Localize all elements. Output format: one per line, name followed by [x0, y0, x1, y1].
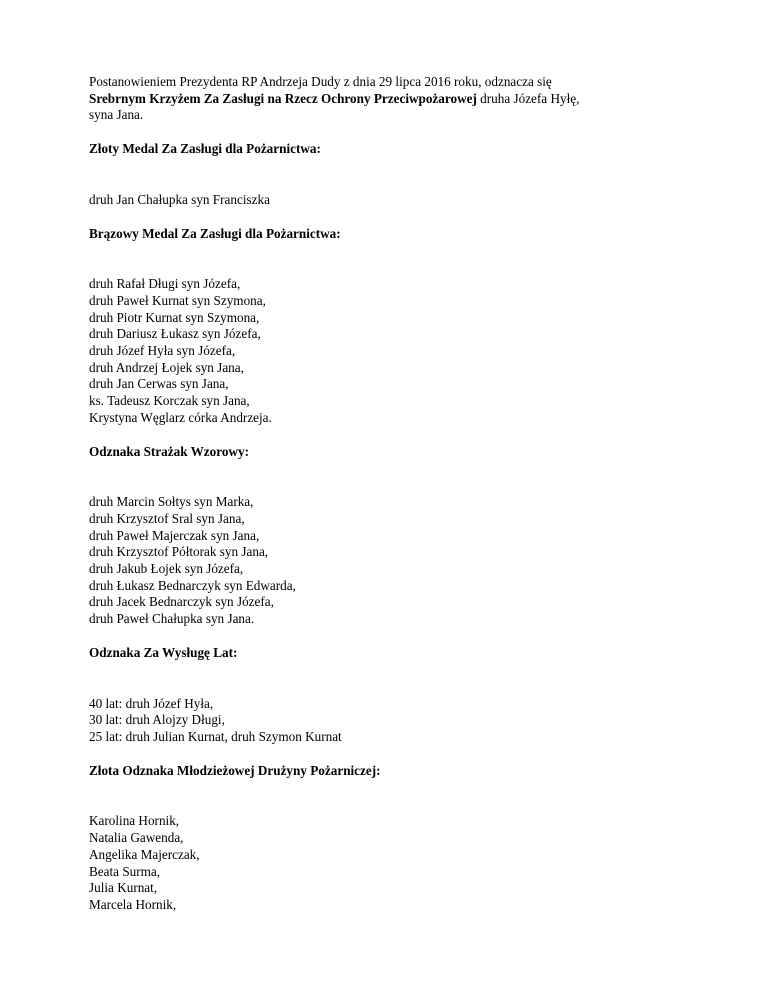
list-item: 40 lat: druh Józef Hyła,: [89, 695, 214, 711]
intro-line-1: Postanowieniem Prezydenta RP Andrzeja Dudy z dnia 29 lipca 2016 roku, odznacza się: [89, 74, 552, 89]
list-item: druh Paweł Chałupka syn Jana.: [89, 611, 255, 627]
list-item: Julia Kurnat,: [89, 880, 158, 896]
section-heading-mdp: Złota Odznaka Młodzieżowej Drużyny Pożarniczej:: [89, 762, 381, 778]
section-list-brazowy-medal: [89, 276, 709, 426]
list-item: druh Jan Chałupka syn Franciszka: [89, 191, 270, 207]
intro-award-name: Srebrnym Krzyżem Za Zasługi na Rzecz Ochrony Przeciwpożarowej: [89, 90, 477, 106]
intro-line-3: syna Jana.: [89, 107, 144, 123]
intro-recipient: druha Józefa Hyłę,: [476, 90, 580, 106]
list-item: druh Paweł Kurnat syn Szymona,: [89, 292, 266, 308]
section-heading-zloty-medal: Złoty Medal Za Zasługi dla Pożarnictwa:: [89, 141, 321, 157]
document-page: [89, 74, 709, 914]
list-item: druh Krzysztof Półtorak syn Jana,: [89, 544, 269, 560]
section-heading-brazowy-medal: Brązowy Medal Za Zasługi dla Pożarnictwa:: [89, 225, 341, 241]
list-item: druh Jan Cerwas syn Jana,: [89, 376, 229, 392]
section-list-mdp: [89, 813, 709, 913]
list-item: druh Łukasz Bednarczyk syn Edwarda,: [89, 577, 296, 593]
section-heading-wysluga-lat: Odznaka Za Wysługę Lat:: [89, 644, 238, 660]
list-item: 30 lat: druh Alojzy Długi,: [89, 712, 225, 728]
list-item: druh Paweł Majerczak syn Jana,: [89, 527, 260, 543]
list-item: druh Marcin Sołtys syn Marka,: [89, 494, 254, 510]
intro-paragraph: [89, 74, 709, 124]
section-list-wysluga-lat: [89, 696, 709, 746]
list-item: Krystyna Węglarz córka Andrzeja.: [89, 409, 272, 425]
list-item: druh Andrzej Łojek syn Jana,: [89, 359, 244, 375]
list-item: ks. Tadeusz Korczak syn Jana,: [89, 393, 250, 409]
section-list-zloty-medal: [89, 192, 709, 209]
list-item: Beata Surma,: [89, 863, 161, 879]
list-item: Marcela Hornik,: [89, 896, 177, 912]
section-list-strazak-wzorowy: [89, 494, 709, 628]
list-item: druh Jakub Łojek syn Józefa,: [89, 561, 244, 577]
list-item: druh Rafał Długi syn Józefa,: [89, 276, 241, 292]
list-item: druh Józef Hyła syn Józefa,: [89, 343, 236, 359]
list-item: Angelika Majerczak,: [89, 846, 200, 862]
list-item: druh Piotr Kurnat syn Szymona,: [89, 309, 260, 325]
list-item: 25 lat: druh Julian Kurnat, druh Szymon Kurnat: [89, 728, 342, 744]
section-heading-strazak-wzorowy: Odznaka Strażak Wzorowy:: [89, 443, 249, 459]
list-item: druh Krzysztof Sral syn Jana,: [89, 510, 245, 526]
list-item: Natalia Gawenda,: [89, 830, 184, 846]
list-item: druh Dariusz Łukasz syn Józefa,: [89, 326, 261, 342]
list-item: Karolina Hornik,: [89, 813, 180, 829]
list-item: druh Jacek Bednarczyk syn Józefa,: [89, 594, 274, 610]
